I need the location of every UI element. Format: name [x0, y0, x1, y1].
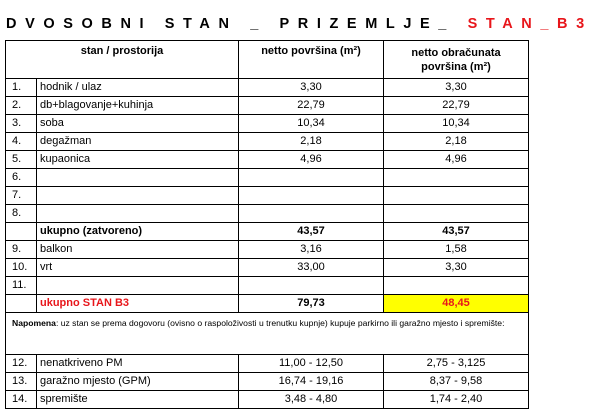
header-net-area: netto površina (m²)	[239, 41, 384, 79]
page-title	[6, 16, 593, 36]
row-number: 1.	[6, 79, 37, 97]
table-row	[6, 97, 529, 115]
row-area: 4,96	[239, 151, 384, 169]
table-row	[6, 115, 529, 133]
table-header	[6, 41, 529, 79]
row-area: 22,79	[239, 97, 384, 115]
row-number: 10.	[6, 259, 37, 277]
row-calc: 3,30	[384, 79, 529, 97]
total-calc-highlight: 48,45	[384, 295, 529, 313]
table-row	[6, 151, 529, 169]
row-area	[239, 169, 384, 187]
total-label: ukupno STAN B3	[37, 295, 239, 313]
total-area: 79,73	[239, 295, 384, 313]
row-area	[239, 205, 384, 223]
row-room: kupaonica	[37, 151, 239, 169]
title-apartment-code: STAN_B3	[467, 16, 593, 32]
row-area: 3,30	[239, 79, 384, 97]
row-number: 6.	[6, 169, 37, 187]
row-number: 5.	[6, 151, 37, 169]
table-row	[6, 133, 529, 151]
row-calc: 4,96	[384, 151, 529, 169]
row-room: hodnik / ulaz	[37, 79, 239, 97]
row-number: 9.	[6, 241, 37, 259]
note-body: : uz stan se prema dogovoru (ovisno o raspoloživosti u trenutku kupnje) kupuje parkirno ili garažno mjesto i spremište:	[55, 318, 505, 328]
row-number: 2.	[6, 97, 37, 115]
table-row	[6, 259, 529, 277]
row-calc: 1,74 - 2,40	[384, 391, 529, 409]
row-area: 3,16	[239, 241, 384, 259]
row-number: 11.	[6, 277, 37, 295]
row-room	[37, 277, 239, 295]
area-table	[5, 40, 529, 409]
row-calc: 8,37 - 9,58	[384, 373, 529, 391]
row-room: soba	[37, 115, 239, 133]
subtotal-row	[6, 223, 529, 241]
note-label: Napomena	[12, 318, 56, 328]
row-calc	[384, 187, 529, 205]
title-main: DVOSOBNI STAN _ PRIZEMLJE_	[6, 16, 468, 32]
table-row	[6, 355, 529, 373]
subtotal-calc: 43,57	[384, 223, 529, 241]
table-row	[6, 169, 529, 187]
row-area	[239, 277, 384, 295]
row-number: 13.	[6, 373, 37, 391]
header-net-calc: netto obračunata površina (m²)	[384, 41, 529, 79]
row-number: 12.	[6, 355, 37, 373]
row-calc: 3,30	[384, 259, 529, 277]
table-row	[6, 277, 529, 295]
row-room: spremište	[37, 391, 239, 409]
row-area: 3,48 - 4,80	[239, 391, 384, 409]
row-calc: 1,58	[384, 241, 529, 259]
row-calc: 10,34	[384, 115, 529, 133]
row-number: 3.	[6, 115, 37, 133]
table-row	[6, 187, 529, 205]
row-area: 33,00	[239, 259, 384, 277]
total-row	[6, 295, 529, 313]
row-calc: 2,75 - 3,125	[384, 355, 529, 373]
note-text	[6, 313, 529, 355]
table-row	[6, 241, 529, 259]
row-number: 14.	[6, 391, 37, 409]
row-room	[37, 187, 239, 205]
header-room: stan / prostorija	[6, 41, 239, 79]
row-area	[239, 187, 384, 205]
row-calc: 22,79	[384, 97, 529, 115]
row-calc: 2,18	[384, 133, 529, 151]
table-row	[6, 373, 529, 391]
row-room	[37, 205, 239, 223]
row-room: vrt	[37, 259, 239, 277]
row-room: nenatkriveno PM	[37, 355, 239, 373]
subtotal-label: ukupno (zatvoreno)	[37, 223, 239, 241]
row-area: 10,34	[239, 115, 384, 133]
row-area: 2,18	[239, 133, 384, 151]
row-calc	[384, 277, 529, 295]
row-room: db+blagovanje+kuhinja	[37, 97, 239, 115]
row-area: 11,00 - 12,50	[239, 355, 384, 373]
row-number: 7.	[6, 187, 37, 205]
row-room: balkon	[37, 241, 239, 259]
row-area: 16,74 - 19,16	[239, 373, 384, 391]
row-room: degažman	[37, 133, 239, 151]
subtotal-area: 43,57	[239, 223, 384, 241]
note-row	[6, 313, 529, 355]
table-row	[6, 205, 529, 223]
row-number: 4.	[6, 133, 37, 151]
row-number: 8.	[6, 205, 37, 223]
row-calc	[384, 169, 529, 187]
table-row	[6, 391, 529, 409]
row-room	[37, 169, 239, 187]
table-row	[6, 79, 529, 97]
row-room: garažno mjesto (GPM)	[37, 373, 239, 391]
row-calc	[384, 205, 529, 223]
